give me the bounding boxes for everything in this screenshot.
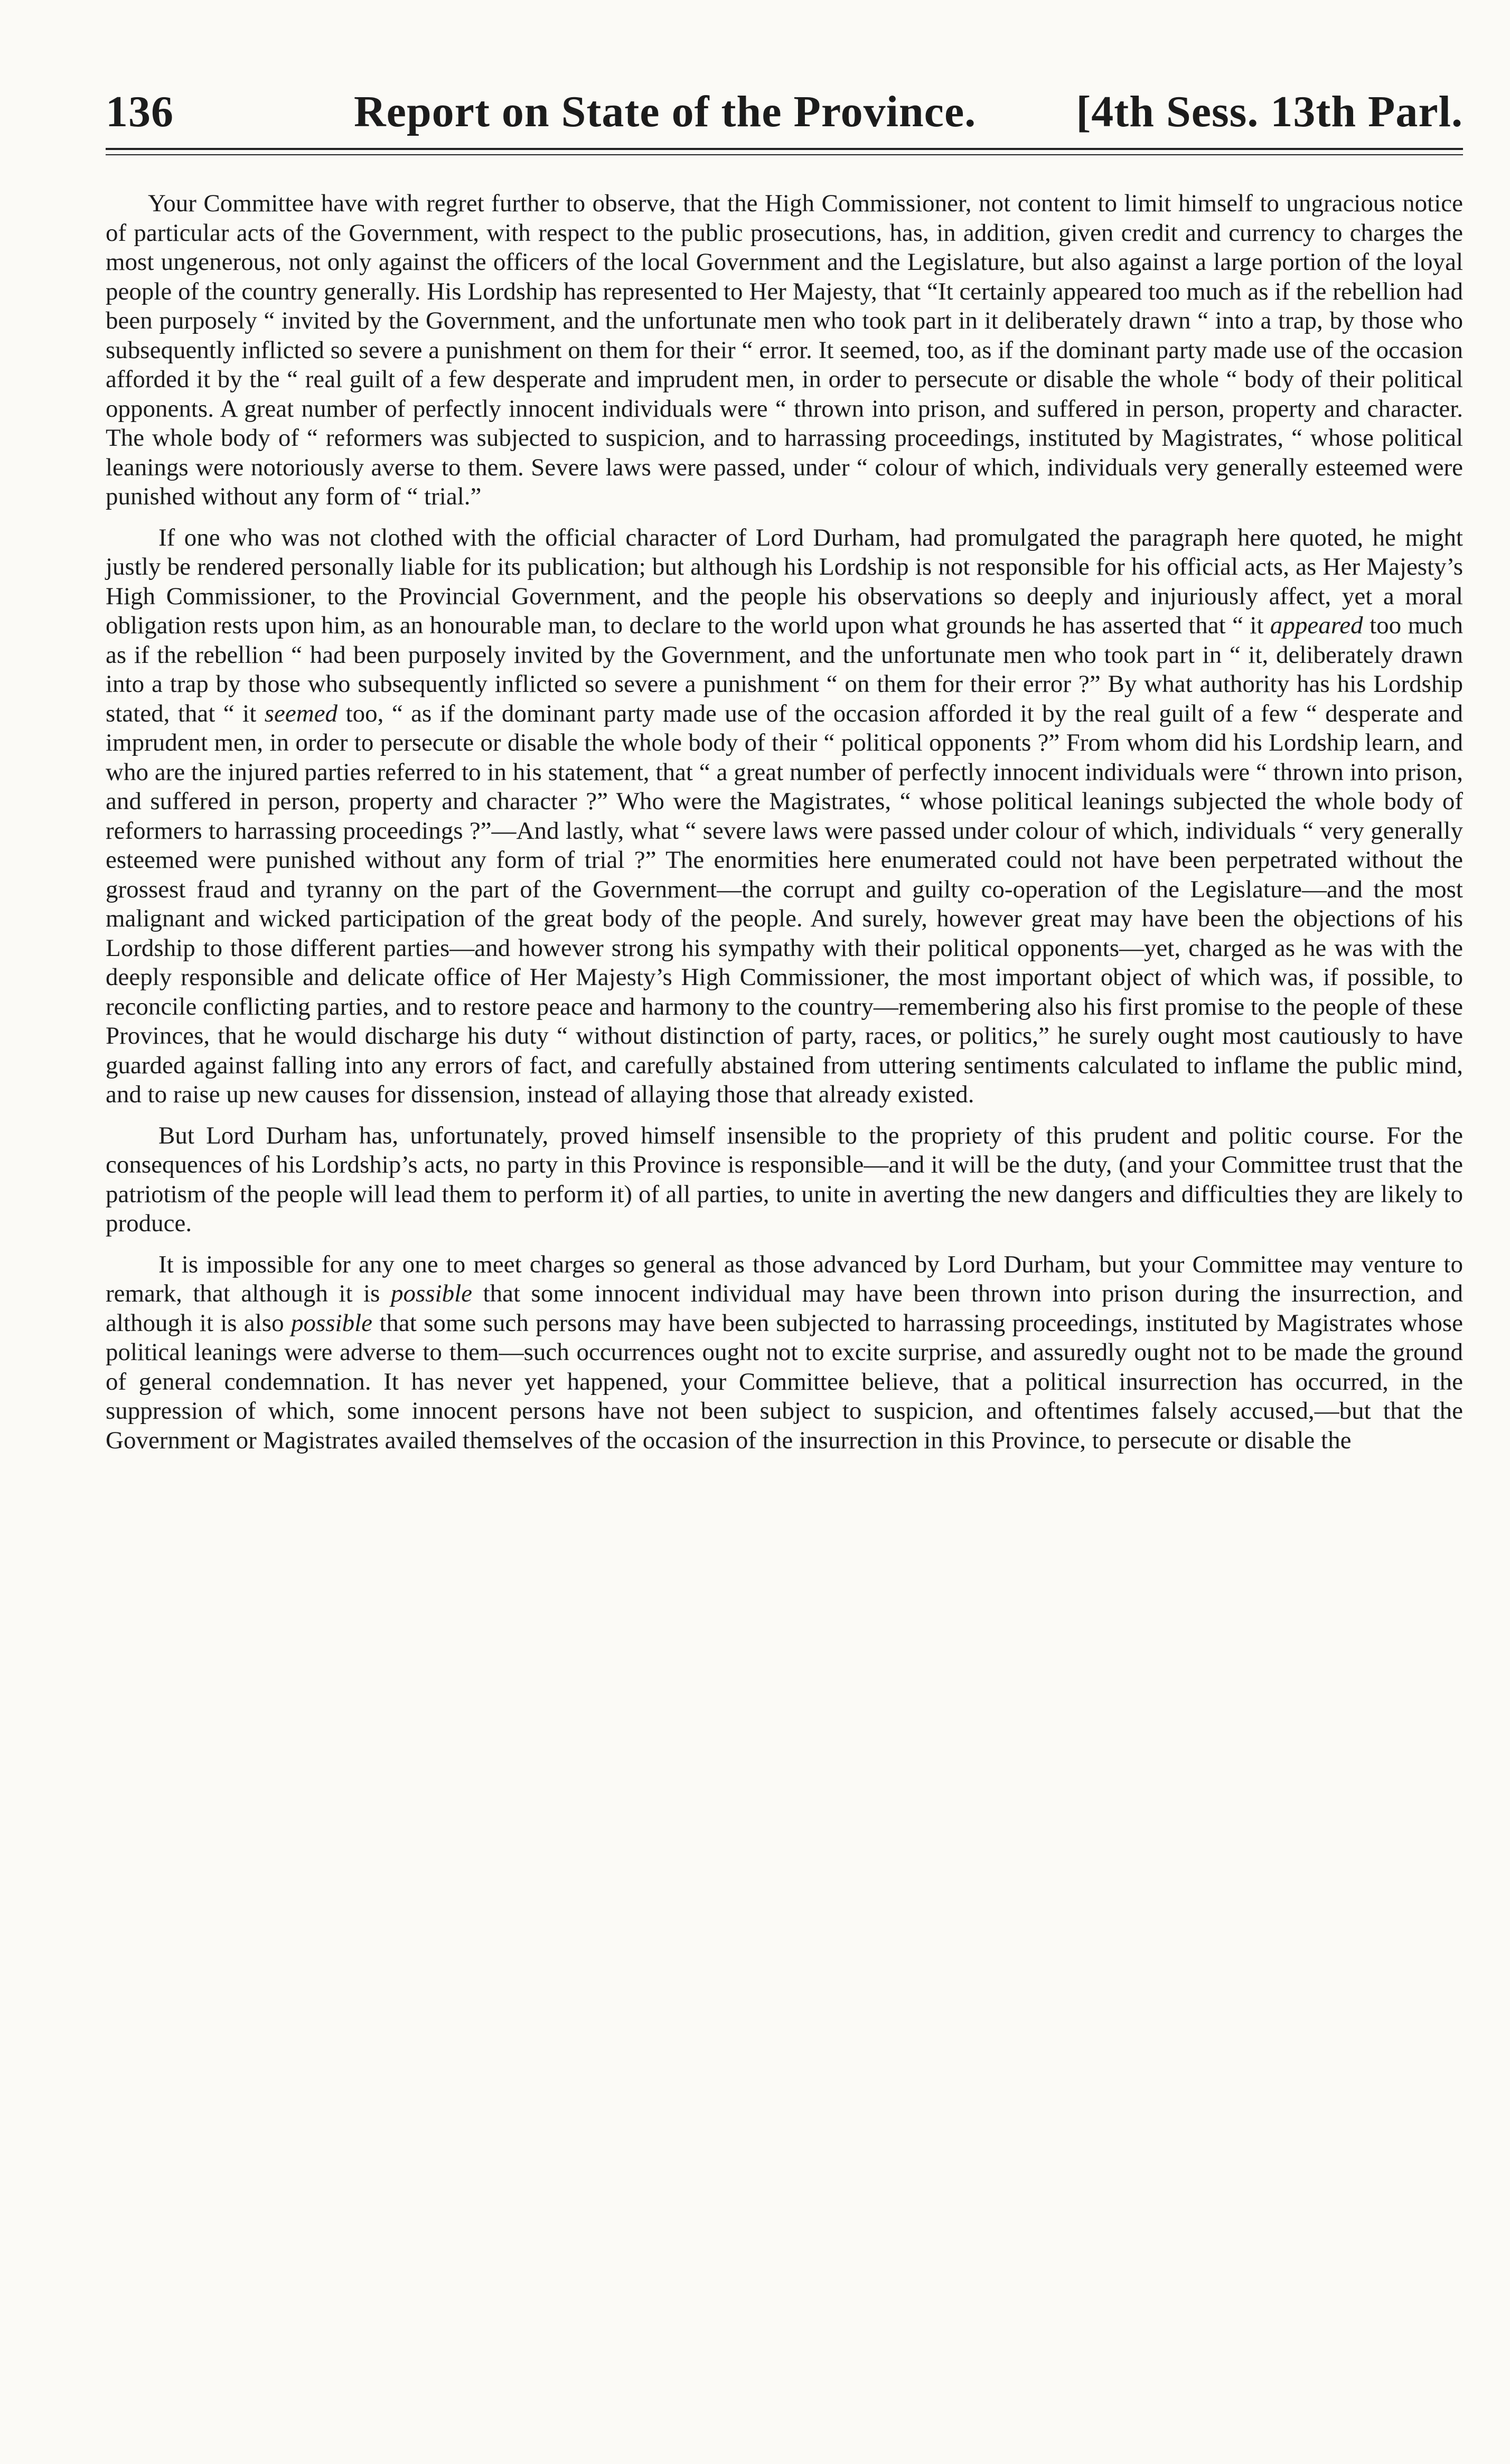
paragraph-1 xyxy=(106,189,1463,512)
session-label: [4th Sess. 13th Parl. xyxy=(1076,87,1463,136)
paragraph-3 xyxy=(106,1121,1463,1239)
page-header xyxy=(106,87,1463,148)
text-run: But Lord Durham has, unfortunately, proved himself insensible to the propriety of this prudent and politic course. For the consequences of his Lordship’s acts, no party in this Province is responsible—and it will be the duty, (and your Committee trust that the patriotism of the people will lead them to perform it) of all parties, to unite in averting the new dangers and difficulties they are likely to produce. xyxy=(106,1121,1463,1237)
italic-emphasis: seemed xyxy=(264,699,338,727)
paragraph-2 xyxy=(106,523,1463,1110)
document-page xyxy=(106,87,1464,1467)
running-title: Report on State of the Province. xyxy=(354,87,977,136)
text-run: If one who was not clothed with the official character of Lord Durham, had promulgated the paragraph here quoted, he might justly be rendered personally liable for its publication; but although his Lordship is not responsible for his official acts, as Her Majesty’s High Commissioner, to the Provincial Government, and the people his observations so deeply and injuriously affect, yet a moral obligation rests upon him, as an honourable man, to declare to the world upon what grounds he has asserted that “ it xyxy=(106,523,1463,639)
text-run: It is impossible for any one to meet charges so general as those advanced by Lord Durham, but your Committee may venture to remark, that although it is xyxy=(106,1250,1463,1307)
text-run: too much as if the rebellion “ had been purposely invited by the Government, and the unfortunate men who took part in “ it, deliberately drawn into a trap by those who subsequently inflicted so severe a punishment “ on them for their error ?” By what authority has his Lordship stated, that “ it xyxy=(106,612,1463,727)
report-body xyxy=(106,189,1463,1455)
text-run: too, “ as if the dominant party made use of the occasion afforded it by the real guilt of a few “ desperate and imprudent men, in order to persecute or disable the whole body of their “ political opponents ?” From whom did his Lordship learn, and who are the injured parties referred to in his statement, that “ a great number of perfectly innocent individuals were “ thrown into prison, and suffered in person, property and character ?” Who were the Magistrates, “ whose political leanings subjected the whole body of reformers to harrassing proceedings ?”—And lastly, what “ severe laws were passed under colour of which, individuals “ very generally esteemed were punished without any form of trial ?” The enormities here enumerated could not have been perpetrated without the grossest fraud and tyranny on the part of the Government—the corrupt and guilty co-operation of the Legislature—and the most malignant and wicked participation of the great body of the people. And surely, however great may have been the objections of his Lordship to those different parties—and however strong his sympathy with their political opponents—yet, charged as he was with the deeply responsible and delicate office of Her Majesty’s High Commissioner, the most important object of which was, if possible, to reconcile conflicting parties, and to restore peace and harmony to the country—remembering also his first promise to the people of these Provinces, that he would discharge his duty “ without distinction of party, races, or politics,” he surely ought most cautiously to have guarded against falling into any errors of fact, and carefully abstained from uttering sentiments calculated to inflame the public mind, and to raise up new causes for dissension, instead of allaying those that already existed. xyxy=(106,699,1463,1108)
italic-emphasis: possible xyxy=(390,1280,472,1307)
paragraph-4 xyxy=(106,1250,1463,1456)
text-run: that some innocent individual may have been thrown into prison during the insurrection, and although it is also xyxy=(106,1280,1463,1337)
italic-emphasis: possible xyxy=(290,1309,373,1337)
text-run: Your Committee have with regret further to observe, that the High Commissioner, not content to limit himself to ungracious notice of particular acts of the Government, with respect to the public prosecutions, has, in addition, given credit and currency to charges the most ungenerous, not only against the officers of the local Government and the Legislature, but also against a large portion of the loyal people of the country generally. His Lordship has represented to Her Majesty, that “It certainly appeared too much as if the rebellion had been purposely “ invited by the Government, and the unfortunate men who took part in it deliberately drawn “ into a trap, by those who subsequently inflicted so severe a punishment on them for their “ error. It seemed, too, as if the dominant party made use of the occasion afforded it by the “ real guilt of a few desperate and imprudent men, in order to persecute or disable the whole “ body of their political opponents. A great number of perfectly innocent individuals were “ thrown into prison, and suffered in person, property and character. The whole body of “ reformers was subjected to suspicion, and to harrassing proceedings, instituted by Magistrates, “ whose political leanings were notoriously averse to them. Severe laws were passed, under “ colour of which, individuals very generally esteemed were punished without any form of “ trial.” xyxy=(106,190,1463,510)
header-double-rule xyxy=(106,148,1463,155)
text-run: that some such persons may have been subjected to harrassing proceedings, instituted by Magistrates whose political leanings were adverse to them—such occurrences ought not to excite surprise, and assuredly ought not to be made the ground of general condemnation. It has never yet happened, your Committee believe, that a political insurrection has occurred, in the suppression of which, some innocent persons have not been subject to suspicion, and oftentimes falsely accused,—but that the Government or Magistrates availed themselves of the occasion of the insurrection in this Province, to persecute or disable the xyxy=(106,1309,1464,1454)
italic-emphasis: appeared xyxy=(1270,612,1363,639)
page-number: 136 xyxy=(106,87,174,136)
